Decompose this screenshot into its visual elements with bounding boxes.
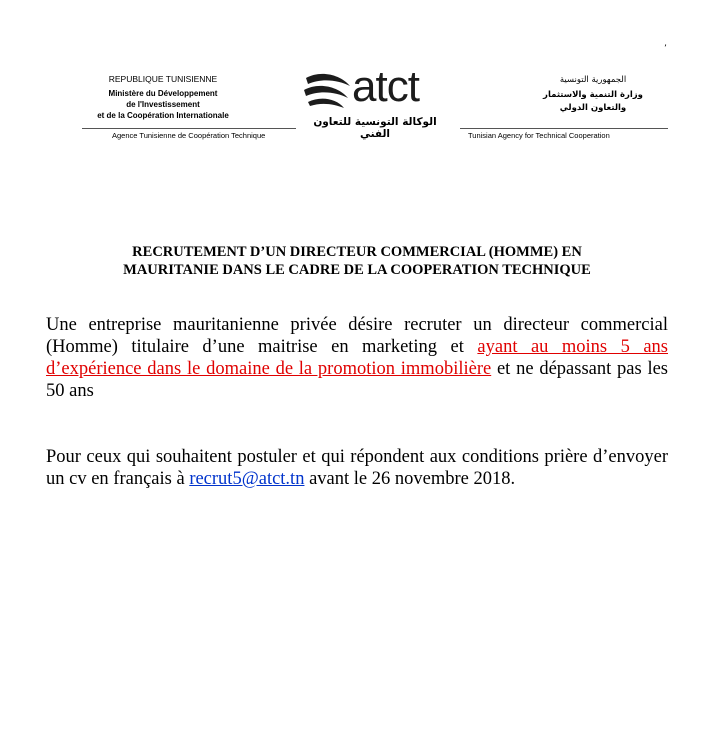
- atct-logo: [300, 62, 450, 140]
- email-link[interactable]: recrut5@atct.tn: [189, 469, 305, 489]
- ministry-ar-line-1: وزارة التنمية والاستثمار: [543, 90, 643, 100]
- job-description-text: Une entreprise mauritanienne privée désire recruter un directeur commercial (Homme) titulaire d’une maitrise en marketing et: [46, 315, 668, 357]
- header-rule-right: [460, 128, 668, 129]
- agency-name-fr: Agence Tunisienne de Coopération Technique: [112, 131, 266, 140]
- country-name-fr: REPUBLIQUE TUNISIENNE: [108, 74, 218, 84]
- stray-mark: ʼ: [664, 44, 667, 54]
- atct-swoosh-icon: [300, 68, 356, 118]
- experience-requirement: ayant au moins 5 ans d’expérience dans le domaine de la promotion immobilière: [46, 337, 668, 379]
- job-description-paragraph: [46, 314, 668, 402]
- ministry-line-2: de l'Investissement: [126, 100, 200, 109]
- ministry-line-1: Ministère du Développement: [108, 89, 218, 98]
- letterhead: [82, 62, 668, 146]
- agency-name-en: Tunisian Agency for Technical Cooperation: [468, 131, 610, 140]
- header-rule-left: [82, 128, 296, 129]
- ministry-ar-line-2: والتعاون الدولي: [559, 103, 627, 113]
- title-line-1: RECRUTEMENT D’UN DIRECTEUR COMMERCIAL (HOMME) EN: [132, 244, 582, 260]
- ministry-line-3: et de la Coopération Internationale: [97, 111, 229, 120]
- age-requirement-text: et ne dépassant pas les 50 ans: [46, 359, 669, 401]
- application-paragraph: [46, 446, 668, 490]
- letterhead-right: [518, 74, 668, 115]
- title-line-2: MAURITANIE DANS LE CADRE DE LA COOPERATION TECHNIQUE: [123, 262, 591, 278]
- application-text: Pour ceux qui souhaitent postuler et qui répondent aux conditions prière d’envoyer un cv en français à: [46, 447, 668, 489]
- logo-wordmark: atct: [352, 62, 419, 111]
- letterhead-left: [82, 74, 244, 121]
- logo-arabic-name: الوكالة التونسية للتعاون الفني: [313, 116, 437, 140]
- deadline-text: avant le 26 novembre 2018.: [304, 469, 516, 489]
- country-name-ar: الجمهورية التونسية: [559, 75, 627, 85]
- document-title: [46, 243, 668, 279]
